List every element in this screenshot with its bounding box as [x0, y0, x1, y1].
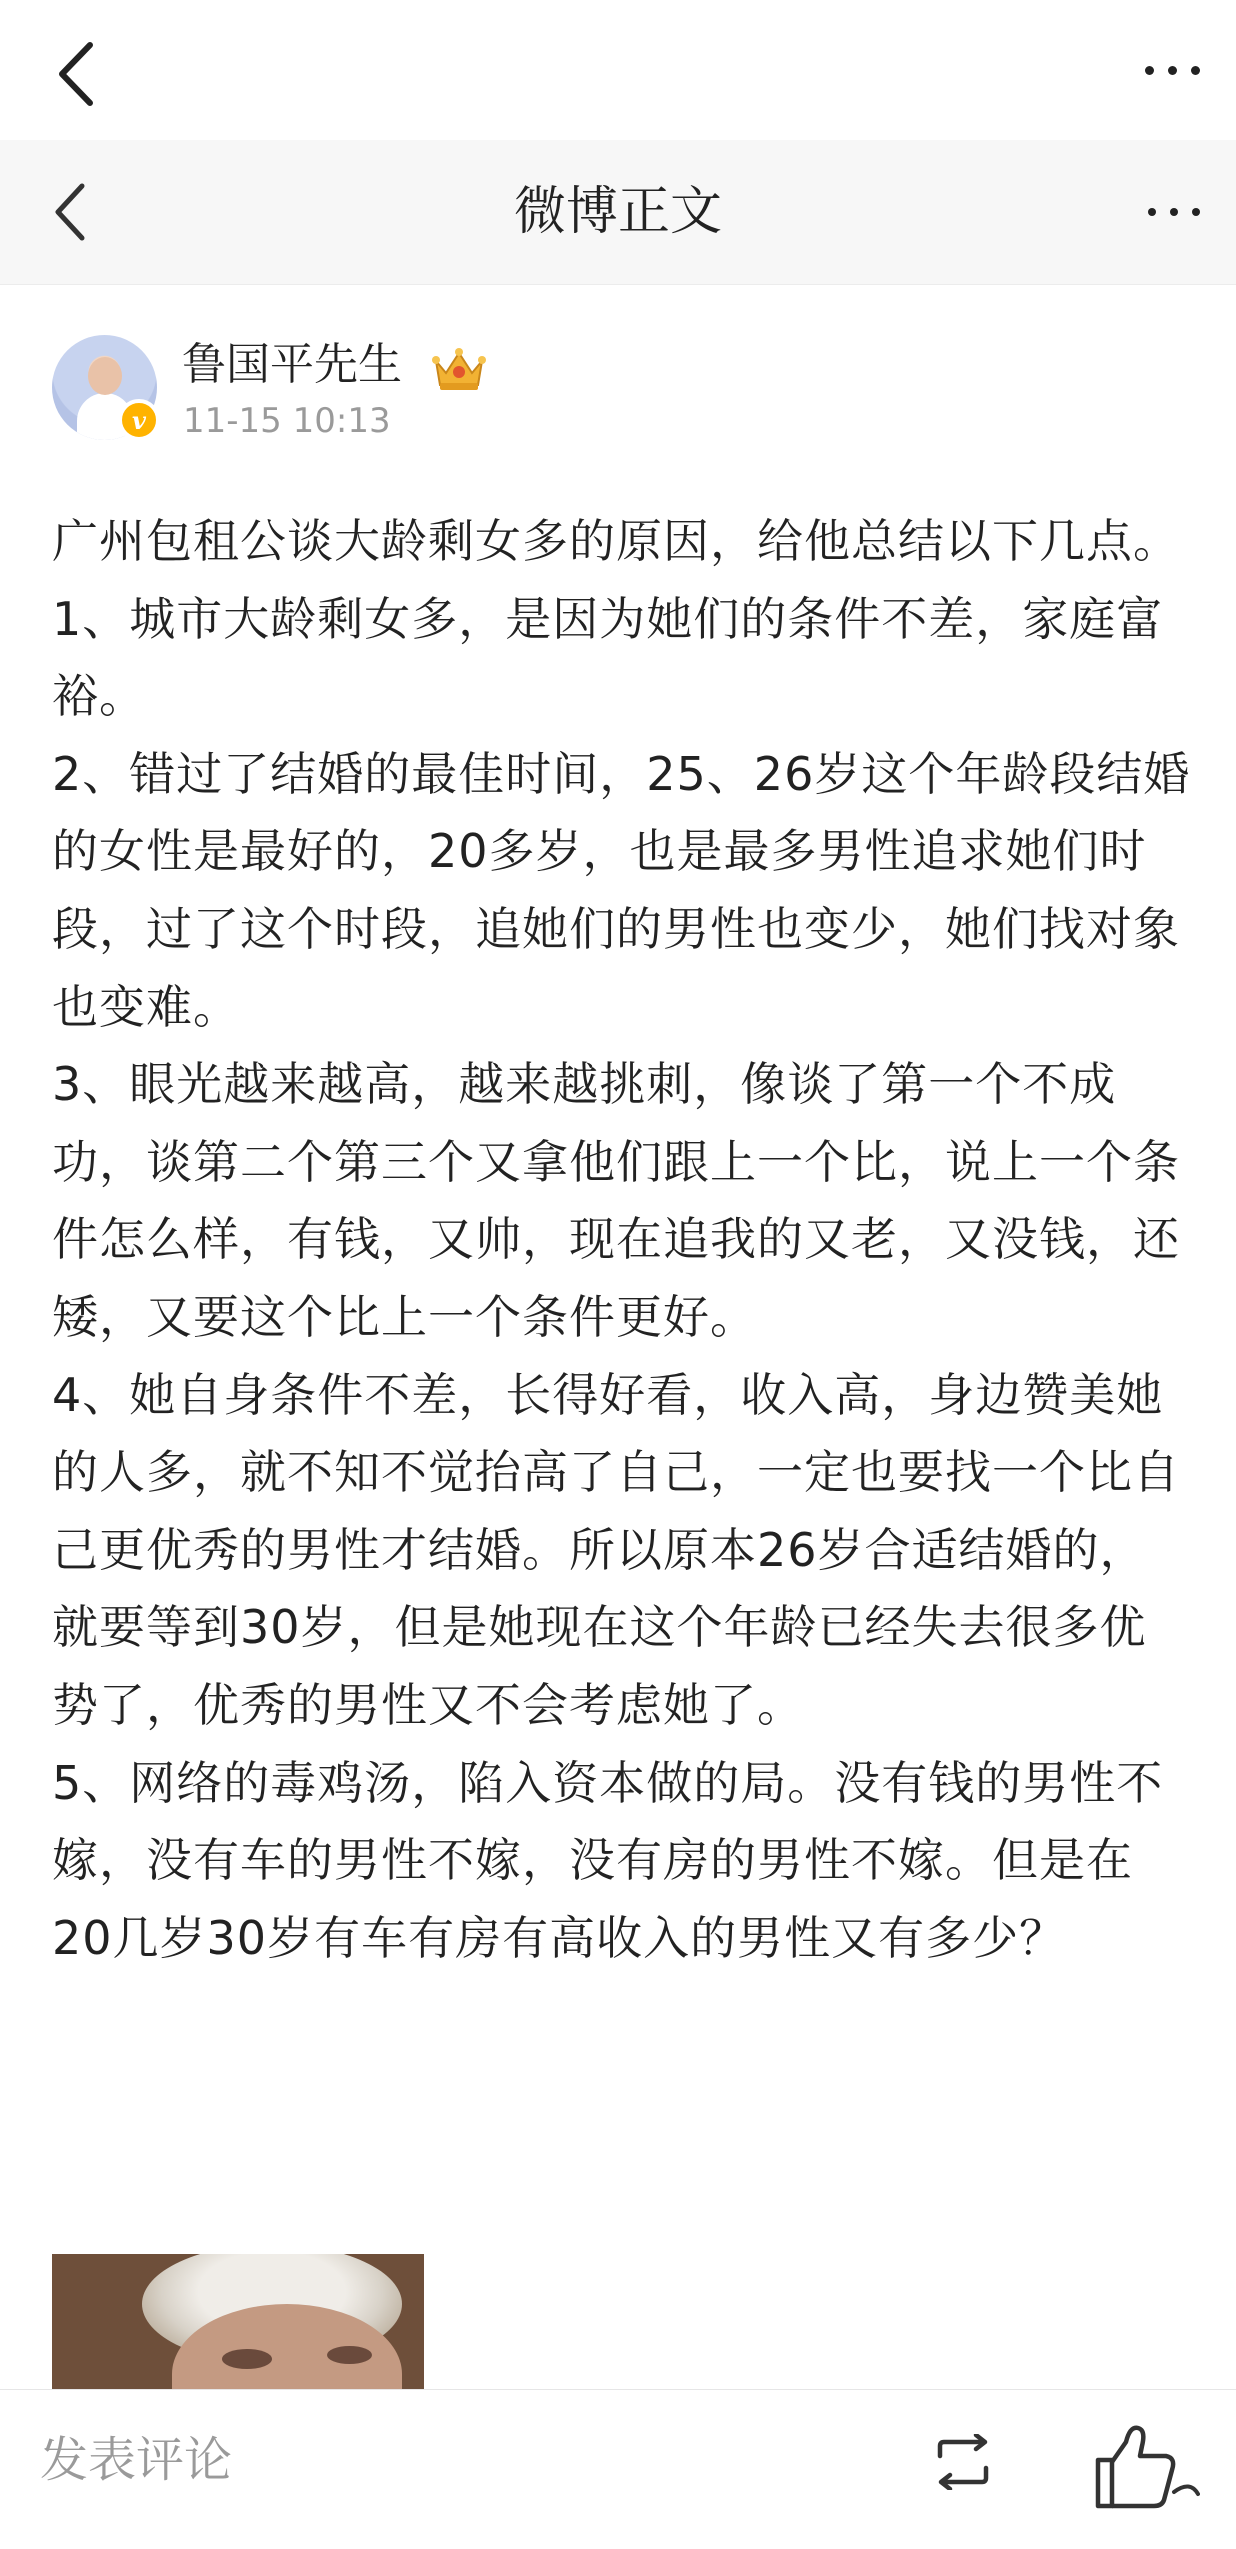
more-dots-icon: [1145, 66, 1200, 75]
repost-icon[interactable]: [932, 2434, 994, 2490]
post-image[interactable]: [52, 2254, 424, 2389]
author-header: [52, 335, 1182, 445]
comment-input[interactable]: 发表评论: [40, 2432, 233, 2488]
post-paragraph: 1、城市大龄剩女多，是因为她们的条件不差，家庭富裕。: [52, 591, 1164, 724]
post-paragraph: 4、她自身条件不差，长得好看，收入高，身边赞美她的人多，就不知不觉抬高了自己，一定也要找一个比自己更优秀的男性才结婚。所以原本26岁合适结婚的，就要等到30岁，但是她现在这个年龄已经失去很多优势了，优秀的男性又不会考虑她了。: [52, 1367, 1180, 1732]
post-time: 11-15 10:13: [183, 401, 391, 441]
inner-nav-bar: [0, 140, 1236, 285]
crown-icon[interactable]: [430, 345, 488, 395]
post-paragraph: 3、眼光越来越高，越来越挑刺，像谈了第一个不成功，谈第二个第三个又拿他们跟上一个比，说上一个条件怎么样，有钱，又帅，现在追我的又老，又没钱，还矮，又要这个比上一个条件更好。: [52, 1057, 1180, 1344]
chevron-left-icon: [56, 41, 96, 107]
outer-back-button[interactable]: [46, 34, 106, 114]
outer-nav-bar: [0, 0, 1236, 140]
post-paragraph: 广州包租公谈大龄剩女多的原因，给他总结以下几点。: [52, 514, 1180, 568]
outer-more-button[interactable]: [1090, 40, 1200, 100]
chevron-left-icon: [53, 182, 87, 242]
bottom-action-bar: [0, 2389, 1236, 2549]
post-paragraph: 2、错过了结婚的最佳时间，25、26岁这个年龄段结婚的女性是最好的，20多岁，也是最多男性追求她们时段，过了这个时段，追她们的男性也变少，她们找对象也变难。: [52, 746, 1191, 1034]
thumbs-up-icon[interactable]: [1090, 2420, 1200, 2510]
post-paragraph: 5、网络的毒鸡汤，陷入资本做的局。没有钱的男性不嫁，没有车的男性不嫁，没有房的男性不嫁。但是在20几岁30岁有车有房有高收入的男性又有多少？: [52, 1755, 1164, 1965]
page-title: 微博正文: [513, 182, 722, 242]
more-dots-icon: [1148, 208, 1200, 216]
post-content: [52, 503, 1192, 1977]
author-name[interactable]: 鲁国平先生: [182, 339, 402, 390]
inner-more-button[interactable]: [1090, 182, 1200, 242]
inner-back-button[interactable]: [40, 172, 100, 252]
verified-badge: v: [118, 399, 160, 441]
